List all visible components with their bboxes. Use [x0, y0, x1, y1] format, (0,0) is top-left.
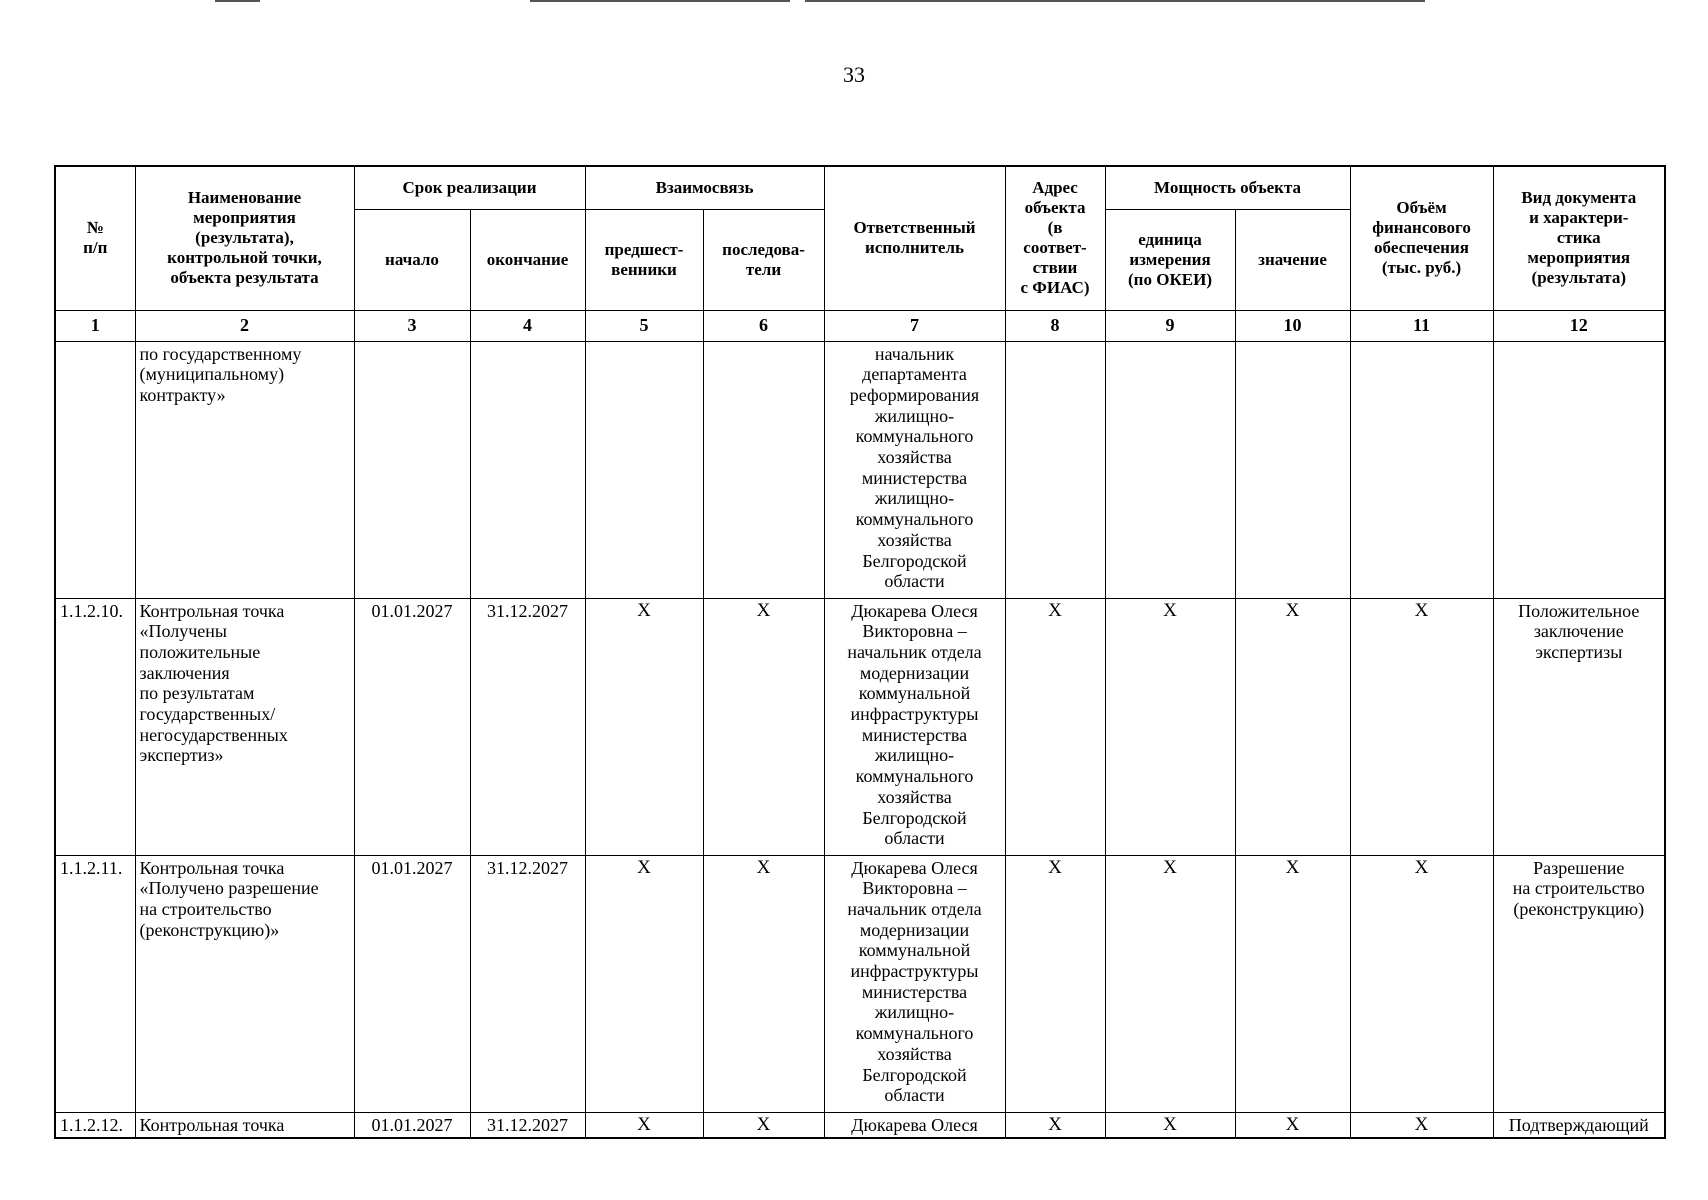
row-name: Контрольная точка «Получены положительные заключения по результатам государственных/ негосударственных экспертиз»: [135, 598, 354, 855]
row-number: 1.1.2.11.: [55, 855, 135, 1112]
column-number: 1: [55, 310, 135, 341]
row-start: 01.01.2027: [354, 855, 470, 1112]
row-start: 01.01.2027: [354, 1112, 470, 1138]
row-end: 31.12.2027: [470, 1112, 585, 1138]
row-address: X: [1005, 855, 1105, 1112]
row-address: X: [1005, 598, 1105, 855]
row-number: [55, 341, 135, 598]
row-responsible: Дюкарева Олеся Викторовна – начальник отдела модернизации коммунальной инфраструктуры министерства жилищно- коммунального хозяйства Белгородской области: [824, 855, 1005, 1112]
column-number: 11: [1350, 310, 1493, 341]
row-start: [354, 341, 470, 598]
row-start: 01.01.2027: [354, 598, 470, 855]
row-end: 31.12.2027: [470, 598, 585, 855]
top-scan-rule-mid: [530, 0, 790, 2]
header-col-successors: последова- тели: [703, 209, 824, 310]
row-doc-type: [1493, 341, 1665, 598]
header-col-doc-type: Вид документа и характери- стика мероприятия (результата): [1493, 166, 1665, 310]
header-col-unit: единица измерения (по ОКЕИ): [1105, 209, 1235, 310]
row-doc-type: Положительное заключение экспертизы: [1493, 598, 1665, 855]
header-col-start: начало: [354, 209, 470, 310]
column-number: 8: [1005, 310, 1105, 341]
column-numbers-row: [55, 310, 1665, 341]
page-number: 33: [843, 62, 865, 87]
header-group-period: Срок реализации: [354, 166, 585, 209]
row-address: X: [1005, 1112, 1105, 1138]
row-number: 1.1.2.12.: [55, 1112, 135, 1138]
table-row: [55, 598, 1665, 855]
row-unit: X: [1105, 1112, 1235, 1138]
column-number: 3: [354, 310, 470, 341]
row-address: [1005, 341, 1105, 598]
header-group-capacity: Мощность объекта: [1105, 166, 1350, 209]
row-doc-type: Разрешение на строительство (реконструкцию): [1493, 855, 1665, 1112]
row-unit: X: [1105, 598, 1235, 855]
row-finance: X: [1350, 855, 1493, 1112]
row-finance: [1350, 341, 1493, 598]
column-number: 9: [1105, 310, 1235, 341]
row-unit: [1105, 341, 1235, 598]
column-number: 7: [824, 310, 1005, 341]
row-responsible: начальник департамента реформирования жилищно- коммунального хозяйства министерства жилищно- коммунального хозяйства Белгородской области: [824, 341, 1005, 598]
row-predecessors: X: [585, 598, 703, 855]
header-group-relation: Взаимосвязь: [585, 166, 824, 209]
row-name: Контрольная точка «Получено разрешение на строительство (реконструкцию)»: [135, 855, 354, 1112]
header-col-predecessors: предшест- венники: [585, 209, 703, 310]
row-end: [470, 341, 585, 598]
column-number: 2: [135, 310, 354, 341]
row-value: X: [1235, 1112, 1350, 1138]
plan-table: [54, 165, 1666, 1139]
table-row: [55, 341, 1665, 598]
row-value: X: [1235, 855, 1350, 1112]
row-successors: X: [703, 598, 824, 855]
row-predecessors: [585, 341, 703, 598]
row-value: X: [1235, 598, 1350, 855]
row-successors: X: [703, 855, 824, 1112]
row-predecessors: X: [585, 1112, 703, 1138]
row-finance: X: [1350, 598, 1493, 855]
column-number: 4: [470, 310, 585, 341]
row-responsible: Дюкарева Олеся Викторовна – начальник отдела модернизации коммунальной инфраструктуры министерства жилищно- коммунального хозяйства Белгородской области: [824, 598, 1005, 855]
top-scan-rule-left: [215, 0, 260, 2]
row-end: 31.12.2027: [470, 855, 585, 1112]
table-row: [55, 855, 1665, 1112]
row-name: по государственному (муниципальному) контракту»: [135, 341, 354, 598]
row-name: Контрольная точка: [135, 1112, 354, 1138]
header-col-end: окончание: [470, 209, 585, 310]
header-row-top: [55, 166, 1665, 209]
top-scan-rule-right: [805, 0, 1425, 2]
row-finance: X: [1350, 1112, 1493, 1138]
row-successors: X: [703, 1112, 824, 1138]
header-col-value: значение: [1235, 209, 1350, 310]
header-col-address: Адрес объекта (в соответ- ствии с ФИАС): [1005, 166, 1105, 310]
row-predecessors: X: [585, 855, 703, 1112]
header-col-name: Наименование мероприятия (результата), контрольной точки, объекта результата: [135, 166, 354, 310]
column-number: 10: [1235, 310, 1350, 341]
header-col-number: № п/п: [55, 166, 135, 310]
column-number: 6: [703, 310, 824, 341]
row-successors: [703, 341, 824, 598]
column-number: 12: [1493, 310, 1665, 341]
header-col-finance: Объём финансового обеспечения (тыс. руб.): [1350, 166, 1493, 310]
row-doc-type: Подтверждающий: [1493, 1112, 1665, 1138]
row-number: 1.1.2.10.: [55, 598, 135, 855]
header-col-responsible: Ответственный исполнитель: [824, 166, 1005, 310]
row-responsible: Дюкарева Олеся: [824, 1112, 1005, 1138]
table-row: [55, 1112, 1665, 1138]
column-number: 5: [585, 310, 703, 341]
row-unit: X: [1105, 855, 1235, 1112]
row-value: [1235, 341, 1350, 598]
